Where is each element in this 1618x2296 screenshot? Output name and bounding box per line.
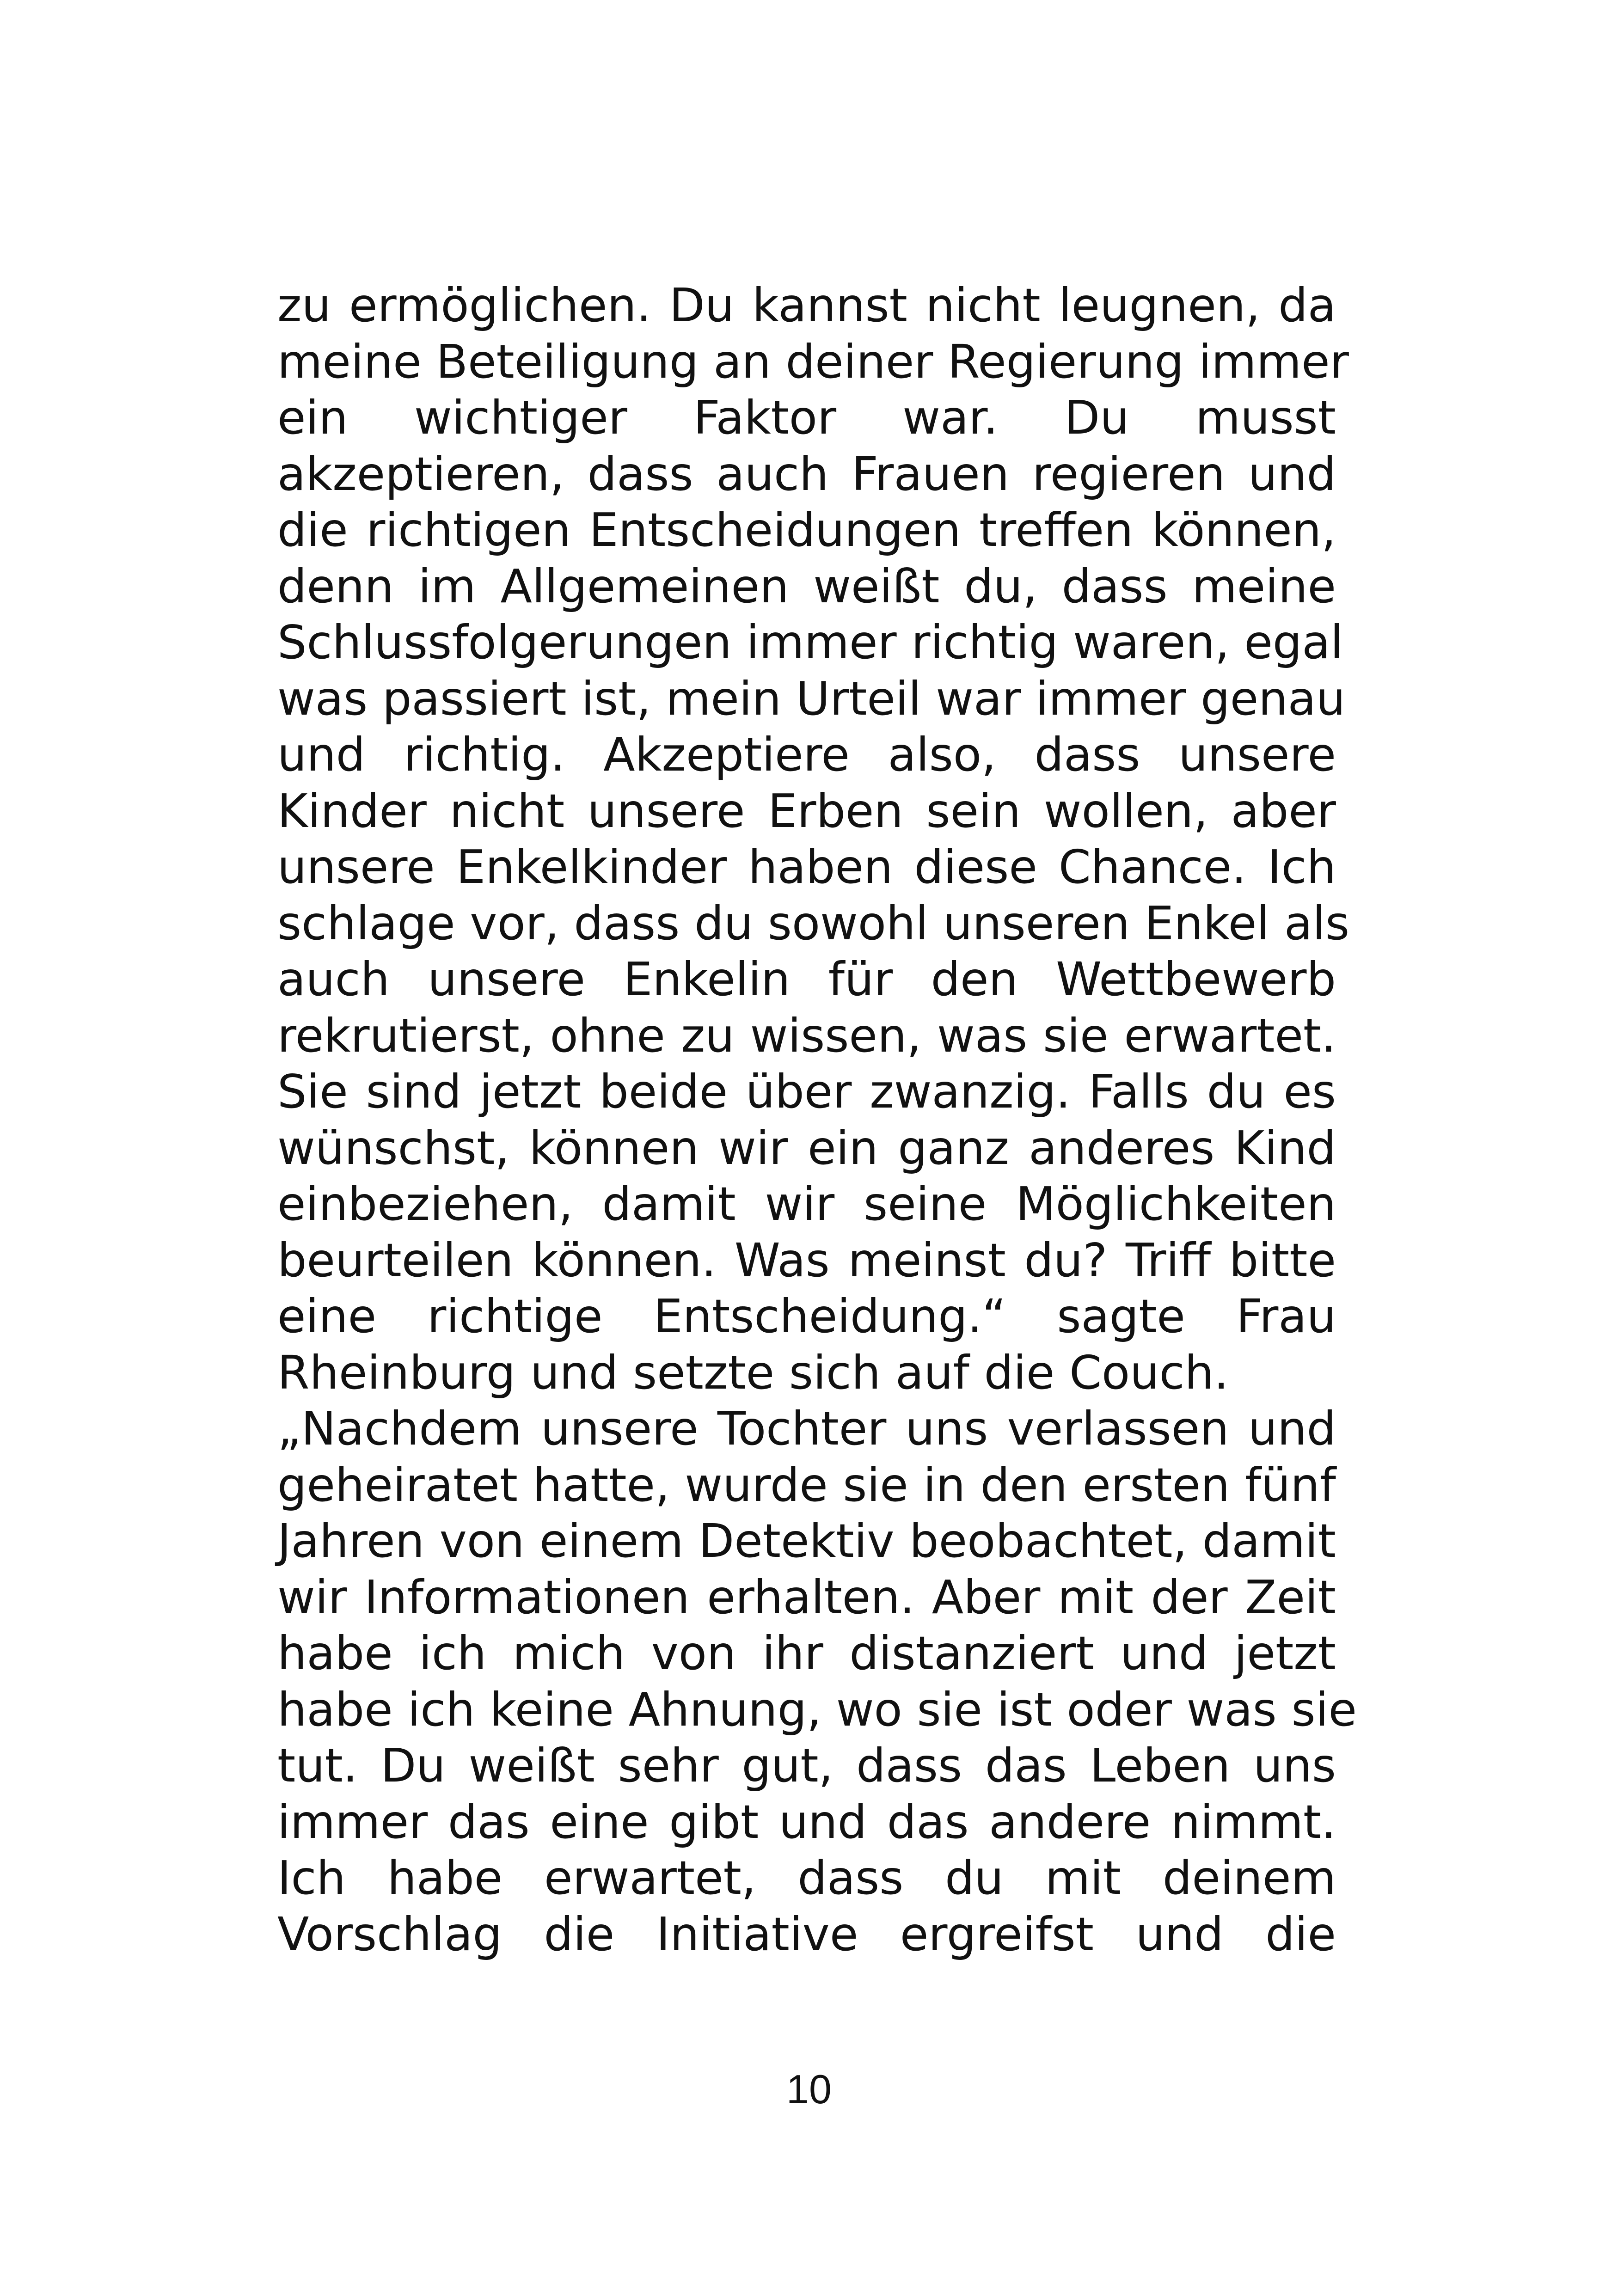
text-line: Kinder nicht unsere Erben sein wollen, aber — [277, 784, 1336, 838]
text-line: schlage vor, dass du sowohl unseren Enkel als — [277, 896, 1350, 950]
text-line: habe ich mich von ihr distanziert und jetzt — [277, 1626, 1336, 1680]
text-line: zu ermöglichen. Du kannst nicht leugnen, da — [277, 278, 1336, 332]
text-line: geheiratet hatte, wurde sie in den ersten fünf — [277, 1457, 1336, 1512]
text-line: denn im Allgemeinen weißt du, dass meine — [277, 559, 1336, 613]
text-line: eine richtige Entscheidung.“ sagte Frau — [277, 1289, 1336, 1343]
text-line: immer das eine gibt und das andere nimmt. — [277, 1794, 1336, 1849]
text-line: Rheinburg und setzte sich auf die Couch. — [277, 1345, 1229, 1400]
text-line: auch unsere Enkelin für den Wettbewerb — [277, 952, 1336, 1006]
text-line: beurteilen können. Was meinst du? Triff bitte — [277, 1233, 1336, 1287]
text-line: einbeziehen, damit wir seine Möglichkeiten — [277, 1177, 1336, 1231]
text-line: meine Beteiligung an deiner Regierung immer — [277, 334, 1349, 389]
text-line: wünschst, können wir ein ganz anderes Kind — [277, 1120, 1336, 1175]
text-line: Jahren von einem Detektiv beobachtet, damit — [277, 1514, 1336, 1568]
text-line: Vorschlag die Initiative ergreifst und die — [277, 1907, 1336, 1961]
text-line: und richtig. Akzeptiere also, dass unsere — [277, 728, 1336, 782]
text-line: ein wichtiger Faktor war. Du musst — [277, 391, 1336, 445]
text-line: Schlussfolgerungen immer richtig waren, egal — [277, 615, 1343, 669]
text-line: habe ich keine Ahnung, wo sie ist oder was sie — [277, 1682, 1357, 1737]
text-line: wir Informationen erhalten. Aber mit der Zeit — [277, 1570, 1336, 1624]
text-line: Ich habe erwartet, dass du mit deinem — [277, 1851, 1336, 1905]
text-line: tut. Du weißt sehr gut, dass das Leben uns — [277, 1739, 1336, 1793]
text-line: unsere Enkelkinder haben diese Chance. Ich — [277, 840, 1336, 894]
text-line: rekrutierst, ohne zu wissen, was sie erwartet. — [277, 1008, 1336, 1063]
body-text — [277, 277, 1357, 1962]
text-line: Sie sind jetzt beide über zwanzig. Falls du es — [277, 1065, 1336, 1119]
text-line: die richtigen Entscheidungen treffen können, — [277, 503, 1336, 557]
text-line: akzeptieren, dass auch Frauen regieren und — [277, 447, 1336, 501]
text-line: was passiert ist, mein Urteil war immer genau — [277, 671, 1346, 726]
page-number: 10 — [786, 2066, 832, 2112]
text-line: „Nachdem unsere Tochter uns verlassen und — [277, 1402, 1336, 1456]
